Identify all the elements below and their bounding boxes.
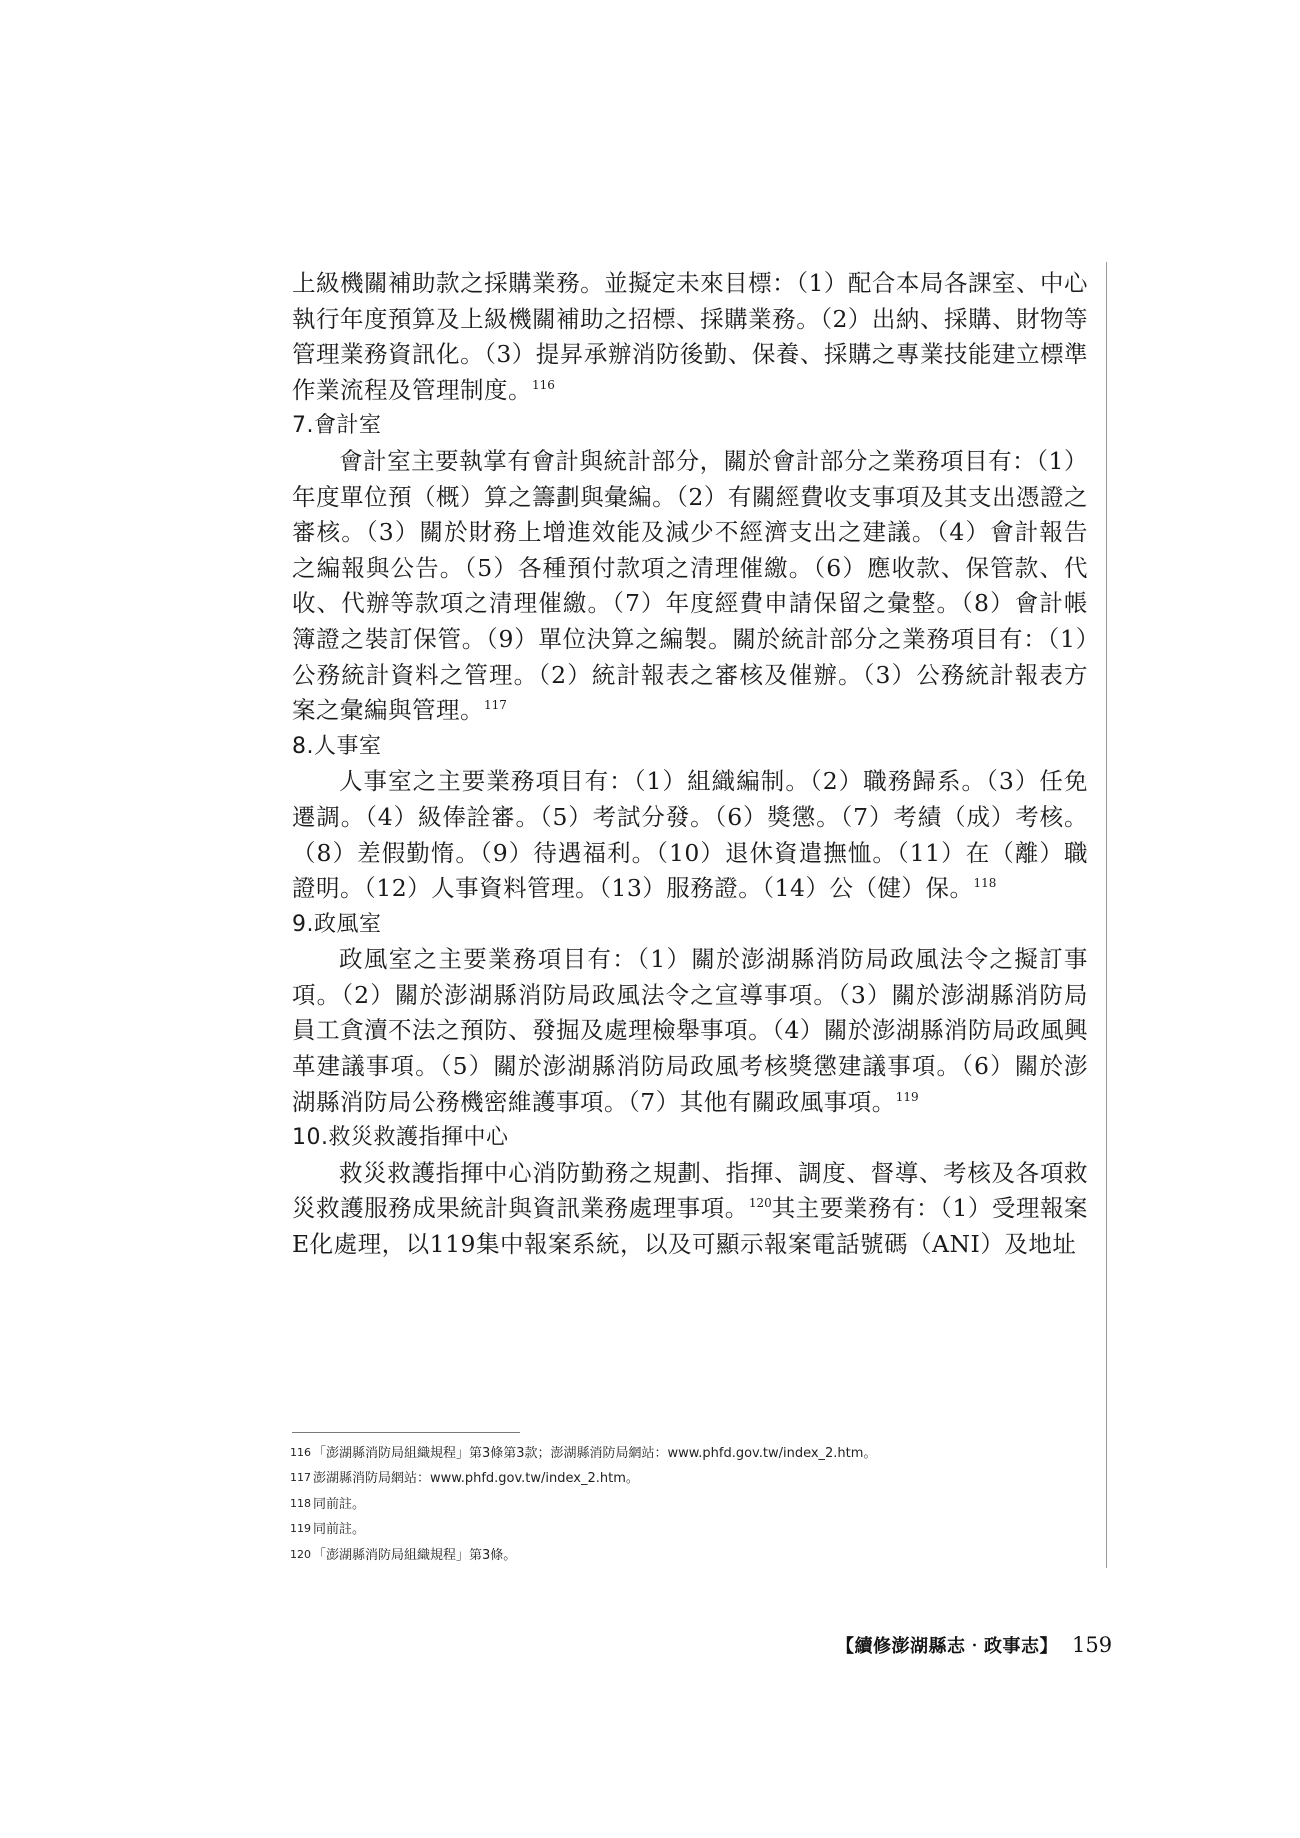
paragraph-procurement xyxy=(292,266,1088,408)
footnote-text: 同前註。 xyxy=(313,1522,366,1538)
footnote-120 xyxy=(290,1543,1080,1568)
footnote-119 xyxy=(290,1517,1080,1542)
section-heading-command-center: 10.救災救護指揮中心 xyxy=(292,1125,509,1151)
paragraph-text-continued: 其主要業務有：（1）受理報案E化處理，以119集中報案系統，以及可顯示報案電話號碼（ANI）及地址 xyxy=(292,1194,1089,1259)
footnote-text: 同前註。 xyxy=(313,1496,366,1512)
section-heading-ethics: 9.政風室 xyxy=(292,911,382,937)
section-heading-accounting: 7.會計室 xyxy=(292,413,382,439)
footnote-text: 「澎湖縣消防局組織規程」第3條第3款；澎湖縣消防局網站：www.phfd.gov.tw/index_2.htm。 xyxy=(313,1446,877,1461)
footnote-number: 117 xyxy=(290,1471,311,1485)
footnote-ref-119[interactable]: 119 xyxy=(895,1089,919,1104)
paragraph-text: 政風室之主要業務項目有：（1）關於澎湖縣消防局政風法令之擬訂事項。（2）關於澎湖縣消防局政風法令之宣導事項。（3）關於澎湖縣消防局員工貪瀆不法之預防、發掘及處理檢舉事項。（4）關於澎湖縣消防局政風興革建議事項。（5）關於澎湖縣消防局政風考核獎懲建議事項。（6）關於澎湖縣消防局公務機密維護事項。（7）其他有關政風事項。 xyxy=(292,945,1088,1116)
footnotes xyxy=(290,1441,1080,1568)
body-text xyxy=(292,266,1088,1263)
footnote-ref-118[interactable]: 118 xyxy=(973,876,997,891)
footnote-116 xyxy=(290,1441,1080,1466)
footnote-text: 澎湖縣消防局網站：www.phfd.gov.tw/index_2.htm。 xyxy=(313,1471,639,1487)
paragraph-text: 救災救護指揮中心消防勤務之規劃、指揮、調度、督導、考核及各項救災救護服務成果統計與資訊業務處理事項。 xyxy=(292,1158,1088,1223)
book-title: 【續修澎湖縣志‧政事志】 xyxy=(836,1636,1058,1657)
section-heading-personnel: 8.人事室 xyxy=(292,733,382,759)
paragraph-accounting xyxy=(292,444,1088,729)
margin-rule xyxy=(1106,262,1107,1568)
paragraph-personnel xyxy=(292,764,1088,906)
footnote-number: 119 xyxy=(290,1522,311,1536)
paragraph-text: 人事室之主要業務項目有：（1）組織編制。（2）職務歸系。（3）任免遷調。（4）級俸詮審。（5）考試分發。（6）獎懲。（7）考績（成）考核。（8）差假勤惰。（9）待遇福利。（10）退休資遣撫恤。（11）在（離）職證明。（12）人事資料管理。（13）服務證。（14）公（健）保。 xyxy=(292,767,1088,903)
paragraph-text: 上級機關補助款之採購業務。並擬定未來目標：（1）配合本局各課室、中心執行年度預算及上級機關補助之招標、採購業務。（2）出納、採購、財物等管理業務資訊化。（3）提昇承辦消防後勤、保養、採購之專業技能建立標準作業流程及管理制度。 xyxy=(292,269,1088,404)
footnote-ref-117[interactable]: 117 xyxy=(484,698,507,713)
footnote-ref-120[interactable]: 120 xyxy=(748,1196,772,1211)
page-number: 159 xyxy=(1072,1633,1113,1657)
footnote-text: 「澎湖縣消防局組織規程」第3條。 xyxy=(313,1547,517,1563)
paragraph-ethics xyxy=(292,942,1088,1120)
footnote-number: 116 xyxy=(290,1446,311,1459)
paragraph-text: 會計室主要執掌有會計與統計部分，關於會計部分之業務項目有：（1）年度單位預（概）算之籌劃與彙編。（2）有關經費收支事項及其支出憑證之審核。（3）關於財務上增進效能及減少不經濟支出之建議。（4）會計報告之編報與公告。（5）各種預付款項之清理催繳。（6）應收款、保管款、代收、代辦等款項之清理催繳。（7）年度經費申請保留之彙整。（8）會計帳簿證之裝訂保管。（9）單位決算之編製。關於統計部分之業務項目有：（1）公務統計資料之管理。（2）統計報表之審核及催辦。（3）公務統計報表方案之彙編與管理。 xyxy=(292,446,1088,725)
footnote-117 xyxy=(290,1466,1080,1491)
footnote-ref-116[interactable]: 116 xyxy=(532,377,555,392)
footnote-number: 120 xyxy=(290,1547,311,1561)
footnote-separator xyxy=(292,1432,520,1433)
paragraph-command-center xyxy=(292,1156,1088,1263)
footnote-number: 118 xyxy=(290,1496,311,1510)
footnote-118 xyxy=(290,1492,1080,1517)
running-footer xyxy=(836,1632,1113,1660)
